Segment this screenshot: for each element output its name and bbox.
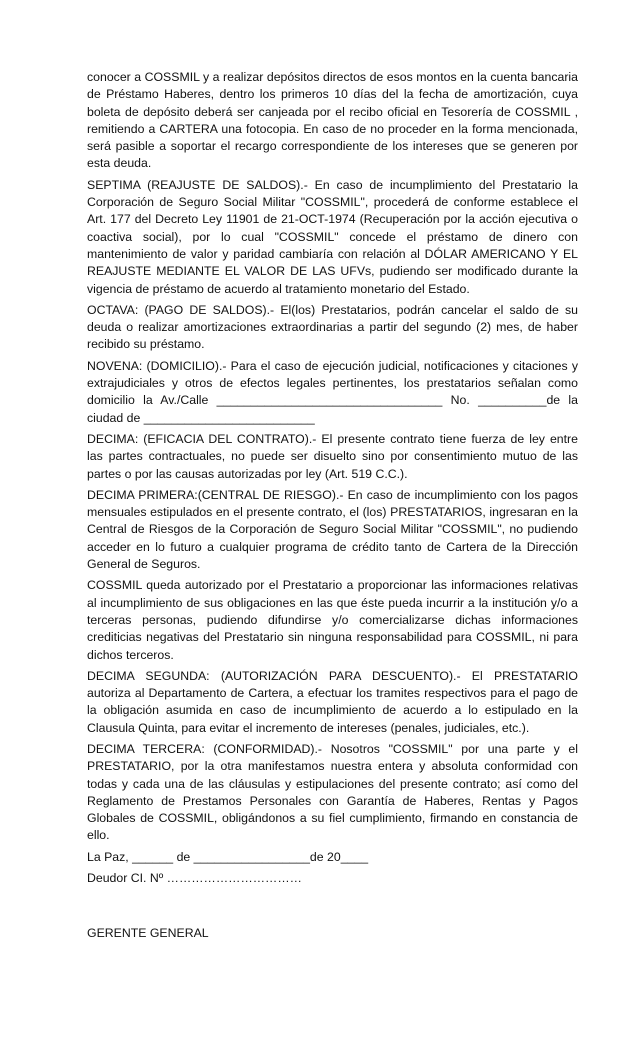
clause-decima-segunda: DECIMA SEGUNDA: (AUTORIZACIÓN PARA DESCUENTO).- El PRESTATARIO autoriza al Departamento de Cartera, a efectuar los tramites respectivos para el pago de la obligación asumida en caso de incumplimiento de acuerdo a lo estipulado en la Clausula Quinta, para evitar el incremento de intereses (penales, judiciales, etc.). bbox=[87, 668, 578, 735]
document-page bbox=[87, 69, 578, 947]
signature-title: GERENTE GENERAL bbox=[87, 926, 209, 941]
clause-decima-primera: DECIMA PRIMERA:(CENTRAL DE RIESGO).- En caso de incumplimiento con los pagos mensuales estipulados en el presente contrato, el (los) PRESTATARIOS, ingresaran en la Central de Riesgos de la Corporación de Seguro Social Militar "COSSMIL", no pudiendo acceder en lo futuro a cualquier programa de crédito tanto de Cartera de la Dirección General de Seguros. bbox=[87, 487, 578, 572]
clause-novena: NOVENA: (DOMICILIO).- Para el caso de ejecución judicial, notificaciones y citaciones y extrajudiciales y otros de efectos legales pertinentes, los prestatarios señalan como domicilio la Av./Calle _________________________________ No. __________de la ciudad de _________________________ bbox=[87, 358, 578, 425]
clause-octava: OCTAVA: (PAGO DE SALDOS).- El(los) Prestatarios, podrán cancelar el saldo de su deuda o realizar amortizaciones extraordinarias a partir del segundo (2) mes, de haber recibido su préstamo. bbox=[87, 302, 578, 352]
clause-septima: SEPTIMA (REAJUSTE DE SALDOS).- En caso de incumplimiento del Prestatario la Corporación de Seguro Social Militar "COSSMIL", procederá de conforme establece el Art. 177 del Decreto Ley 11901 de 21-OCT-1974 (Recuperación por la acción ejecutiva o coactiva social), por lo cual "COSSMIL" concede el préstamo de dinero con mantenimiento de valor y paridad cambiaría con relación al DÓLAR AMERICANO Y EL REAJUSTE MEDIANTE EL VALOR DE LAS UFVs, pudiendo ser modificado durante la vigencia de préstamo de acuerdo al tratamiento monetario del Estado. bbox=[87, 177, 578, 296]
paragraph-deposit-terms: conocer a COSSMIL y a realizar depósitos directos de esos montos en la cuenta bancaria de Préstamo Haberes, dentro los primeros 10 días del la fecha de amortización, cuya boleta de depósito deberá ser canjeada por el recibo oficial en Tesorería de COSSMIL , remitiendo a CARTERA una fotocopia. En caso de no proceder en la forma mencionada, será pasible a soportar el recargo correspondiente de los intereses que se generen por esta deuda. bbox=[87, 70, 578, 171]
clause-decima: DECIMA: (EFICACIA DEL CONTRATO).- El presente contrato tiene fuerza de ley entre las partes contractuales, no puede ser disuelto sino por consentimiento mutuo de las partes o por las causas autorizadas por ley (Art. 519 C.C.). bbox=[87, 431, 578, 481]
clause-decima-tercera: DECIMA TERCERA: (CONFORMIDAD).- Nosotros "COSSMIL" por una parte y el PRESTATARIO, por la otra manifestamos nuestra entera y absoluta conformidad con todas y cada una de las cláusulas y estipulaciones del presente contrato; así como del Reglamento de Prestamos Personales con Garantía de Haberes, Rentas y Pagos Globales de COSSMIL, obligándonos a su fiel cumplimiento, firmando en constancia de ello. bbox=[87, 741, 578, 843]
debtor-line: Deudor CI. Nº …………………………… bbox=[87, 871, 302, 886]
paragraph-cossmil-authorization: COSSMIL queda autorizado por el Prestatario a proporcionar las informaciones relativas al incumplimiento de sus obligaciones en las que éste pueda incurrir a la institución y/o a terceras personas, pudiendo difundirse y/o comercializarse dichas informaciones crediticias negativas del Prestatario sin ninguna responsabilidad para COSSMIL, ni para dichos terceros. bbox=[87, 578, 578, 662]
date-line: La Paz, ______ de _________________de 20____ bbox=[87, 849, 369, 864]
